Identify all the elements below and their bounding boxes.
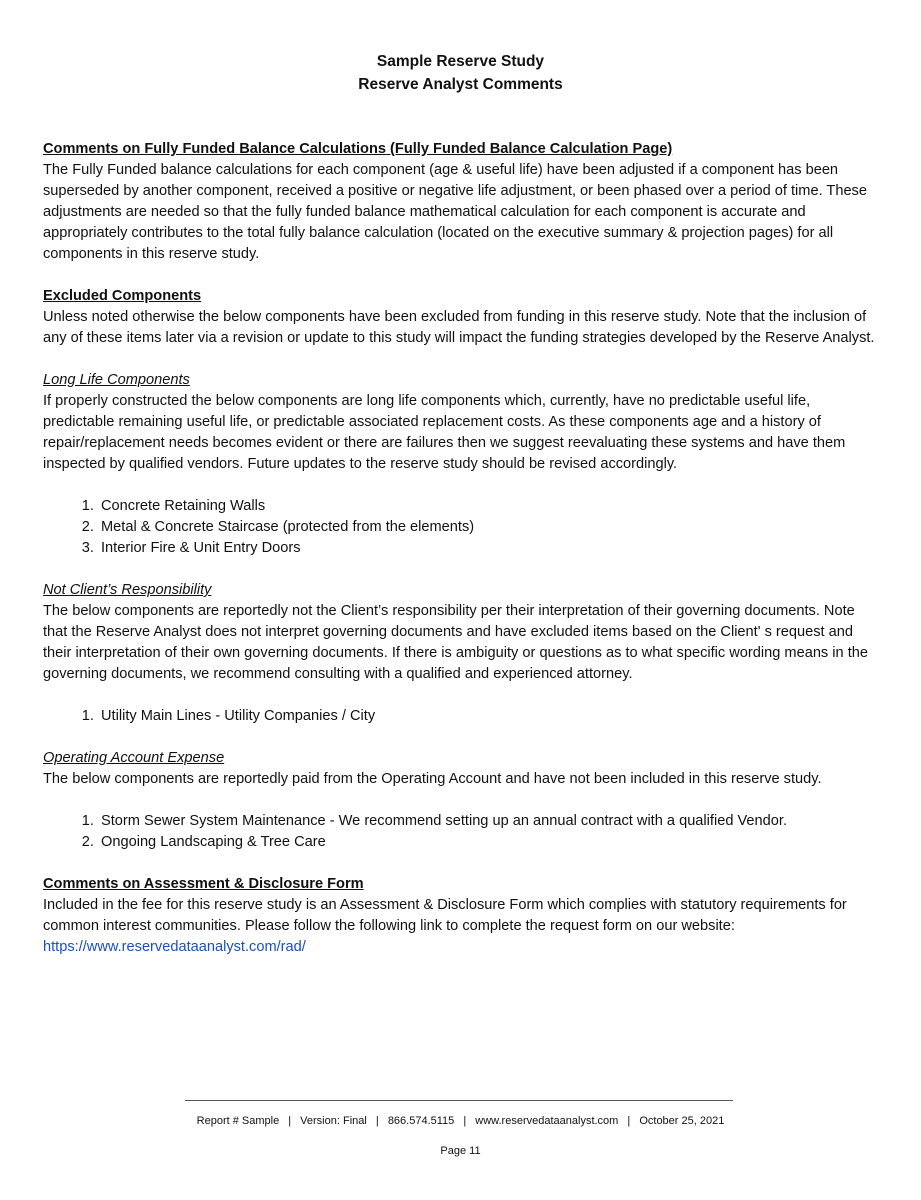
footer-separator: | [627,1115,631,1127]
document-title: Sample Reserve Study [376,53,545,70]
assessment-paragraph [43,895,883,958]
operating-expense-list [43,811,883,853]
footer-info [0,1114,921,1128]
list-item: 1. Utility Main Lines - Utility Companies / City [98,706,883,727]
footer-version: Version: Final [300,1115,367,1127]
list-item: 3. Interior Fire & Unit Entry Doors [98,538,883,559]
list-item: 1. Storm Sewer System Maintenance - We recommend setting up an annual contract with a qualified Vendor. [98,811,883,832]
long-life-paragraph: If properly constructed the below components are long life components which, currently, have no predictable useful life, predictable remaining useful life, or predictable associated replacement costs. As these components age and a history of repair/replacement needs becomes evident or there are failures then we suggest reevaluating these systems and have them inspected by qualified vendors. Future updates to the reserve study should be revised accordingly. [43,393,846,472]
footer-separator: | [375,1115,379,1127]
footer-separator: | [288,1115,292,1127]
document-body [43,139,883,958]
list-item: 1. Concrete Retaining Walls [98,496,883,517]
document-header [0,50,921,96]
assessment-text: Included in the fee for this reserve study is an Assessment & Disclosure Form which complies with statutory requirements for common interest communities. Please follow the following link to complete the request form on our website: [43,897,847,934]
list-item: 2. Ongoing Landscaping & Tree Care [98,832,883,853]
not-client-list [43,706,883,727]
not-client-paragraph: The below components are reportedly not the Client’s responsibility per their interpretation of their governing documents. Note that the Reserve Analyst does not interpret governing documents and have excluded items based on the Client' s request and their interpretation of their own governing documents. If there is ambiguity or questions as to what specific wording means in the governing documents, we recommend consulting with a qualified and experienced attorney. [43,603,868,682]
operating-expense-paragraph: The below components are reportedly paid from the Operating Account and have not been included in this reserve study. [43,771,822,787]
assessment-heading: Comments on Assessment & Disclosure Form [43,876,364,892]
long-life-list [43,496,883,559]
operating-expense-heading: Operating Account Expense [43,750,225,766]
long-life-heading: Long Life Components [43,372,190,388]
footer-separator: | [463,1115,467,1127]
fully-funded-paragraph: The Fully Funded balance calculations for each component (age & useful life) have been adjusted if a component has been superseded by another component, received a positive or negative life adjustment, or been phased over a period of time. These adjustments are needed so that the fully funded balance mathematical calculation for each component is accurate and appropriately contributes to the total fully balance calculation (located on the executive summary & projection pages) for all components in this reserve study. [43,162,867,262]
fully-funded-heading: Comments on Fully Funded Balance Calculations (Fully Funded Balance Calculation Page) [43,141,673,157]
page-number: Page 11 [440,1145,481,1157]
footer-report: Report # Sample [196,1115,280,1127]
footer-date: October 25, 2021 [639,1115,725,1127]
excluded-components-paragraph: Unless noted otherwise the below components have been excluded from funding in this reserve study. Note that the inclusion of any of these items later via a revision or update to this study will impact the funding strategies developed by the Reserve Analyst. [43,309,875,346]
footer-phone: 866.574.5115 [387,1115,455,1127]
not-client-heading: Not Client’s Responsibility [43,582,212,598]
list-item: 2. Metal & Concrete Staircase (protected from the elements) [98,517,883,538]
document-subtitle: Reserve Analyst Comments [358,76,563,93]
excluded-components-heading: Excluded Components [43,288,202,304]
request-form-link[interactable]: https://www.reservedataanalyst.com/rad/ [43,939,306,955]
footer-website: www.reservedataanalyst.com [475,1115,619,1127]
footer-divider [185,1100,733,1101]
